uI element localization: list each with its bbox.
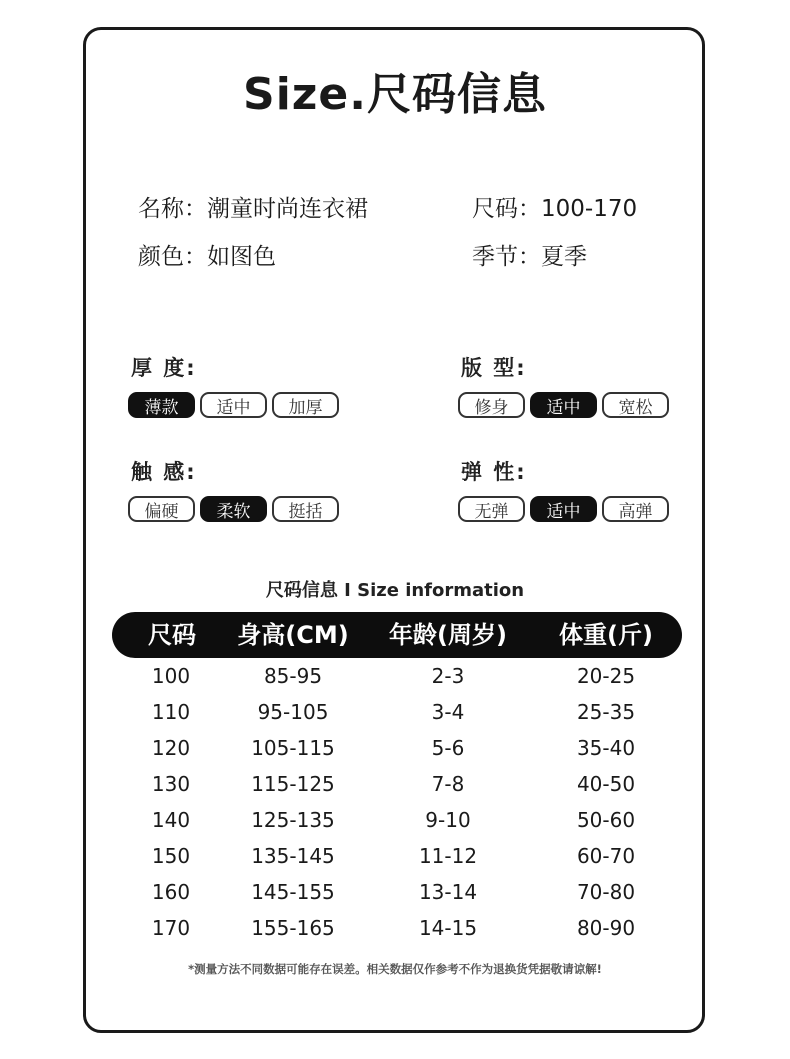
- cell-weight: 80-90: [576, 916, 636, 940]
- elasticity-option: 无弹: [458, 496, 525, 522]
- cell-weight: 25-35: [576, 700, 636, 724]
- size-table-header: [112, 612, 682, 658]
- header-size: 尺码: [148, 621, 196, 649]
- fit-option: 修身: [458, 392, 525, 418]
- cell-size: 100: [151, 664, 191, 688]
- table-row: [0, 766, 790, 802]
- cell-height: 105-115: [251, 736, 335, 760]
- header-weight: 体重(斤): [559, 621, 653, 649]
- cell-age: 11-12: [418, 844, 478, 868]
- cell-size: 110: [151, 700, 191, 724]
- cell-size: 160: [151, 880, 191, 904]
- table-row: [0, 730, 790, 766]
- elasticity-options: [458, 496, 669, 522]
- fit-options: [458, 392, 669, 418]
- table-row: [0, 694, 790, 730]
- table-row: [0, 838, 790, 874]
- cell-age: 14-15: [418, 916, 478, 940]
- table-row: [0, 658, 790, 694]
- cell-height: 125-135: [251, 808, 335, 832]
- fit-option: 适中: [530, 392, 597, 418]
- feel-option: 偏硬: [128, 496, 195, 522]
- cell-size: 170: [151, 916, 191, 940]
- elasticity-option: 高弹: [602, 496, 669, 522]
- cell-weight: 35-40: [576, 736, 636, 760]
- feel-option: 柔软: [200, 496, 267, 522]
- cell-weight: 20-25: [576, 664, 636, 688]
- feel-options: [128, 496, 339, 522]
- cell-height: 115-125: [251, 772, 335, 796]
- cell-size: 130: [151, 772, 191, 796]
- thickness-options: [128, 392, 339, 418]
- cell-age: 9-10: [425, 808, 471, 832]
- cell-age: 7-8: [431, 772, 465, 796]
- cell-height: 155-165: [251, 916, 335, 940]
- product-size-range: 尺码：100-170: [472, 196, 638, 222]
- cell-height: 145-155: [251, 880, 335, 904]
- cell-size: 150: [151, 844, 191, 868]
- cell-age: 5-6: [431, 736, 465, 760]
- cell-weight: 50-60: [576, 808, 636, 832]
- cell-age: 2-3: [431, 664, 465, 688]
- elasticity-option: 适中: [530, 496, 597, 522]
- elasticity-label: 弹 性:: [461, 460, 527, 484]
- size-info-subtitle: 尺码信息 I Size information: [265, 580, 525, 601]
- fit-option: 宽松: [602, 392, 669, 418]
- cell-height: 85-95: [263, 664, 323, 688]
- fit-label: 版 型:: [461, 356, 527, 380]
- cell-size: 120: [151, 736, 191, 760]
- cell-size: 140: [151, 808, 191, 832]
- header-age: 年龄(周岁): [389, 621, 507, 649]
- cell-height: 95-105: [257, 700, 329, 724]
- table-row: [0, 874, 790, 910]
- disclaimer-note: *测量方法不同数据可能存在误差。相关数据仅作参考不作为退换货凭据敬请谅解!: [188, 962, 602, 976]
- cell-age: 13-14: [418, 880, 478, 904]
- feel-label: 触 感:: [131, 460, 197, 484]
- cell-weight: 40-50: [576, 772, 636, 796]
- thickness-option: 加厚: [272, 392, 339, 418]
- cell-weight: 70-80: [576, 880, 636, 904]
- table-row: [0, 910, 790, 946]
- thickness-label: 厚 度:: [131, 356, 197, 380]
- header-height: 身高(CM): [237, 621, 349, 649]
- product-color: 颜色：如图色: [138, 244, 276, 270]
- cell-age: 3-4: [431, 700, 465, 724]
- cell-height: 135-145: [251, 844, 335, 868]
- product-season: 季节：夏季: [472, 244, 587, 270]
- cell-weight: 60-70: [576, 844, 636, 868]
- size-table-body: [0, 658, 790, 946]
- page-title: Size.尺码信息: [243, 69, 547, 120]
- table-row: [0, 802, 790, 838]
- thickness-option: 薄款: [128, 392, 195, 418]
- product-name: 名称：潮童时尚连衣裙: [138, 196, 368, 222]
- feel-option: 挺括: [272, 496, 339, 522]
- thickness-option: 适中: [200, 392, 267, 418]
